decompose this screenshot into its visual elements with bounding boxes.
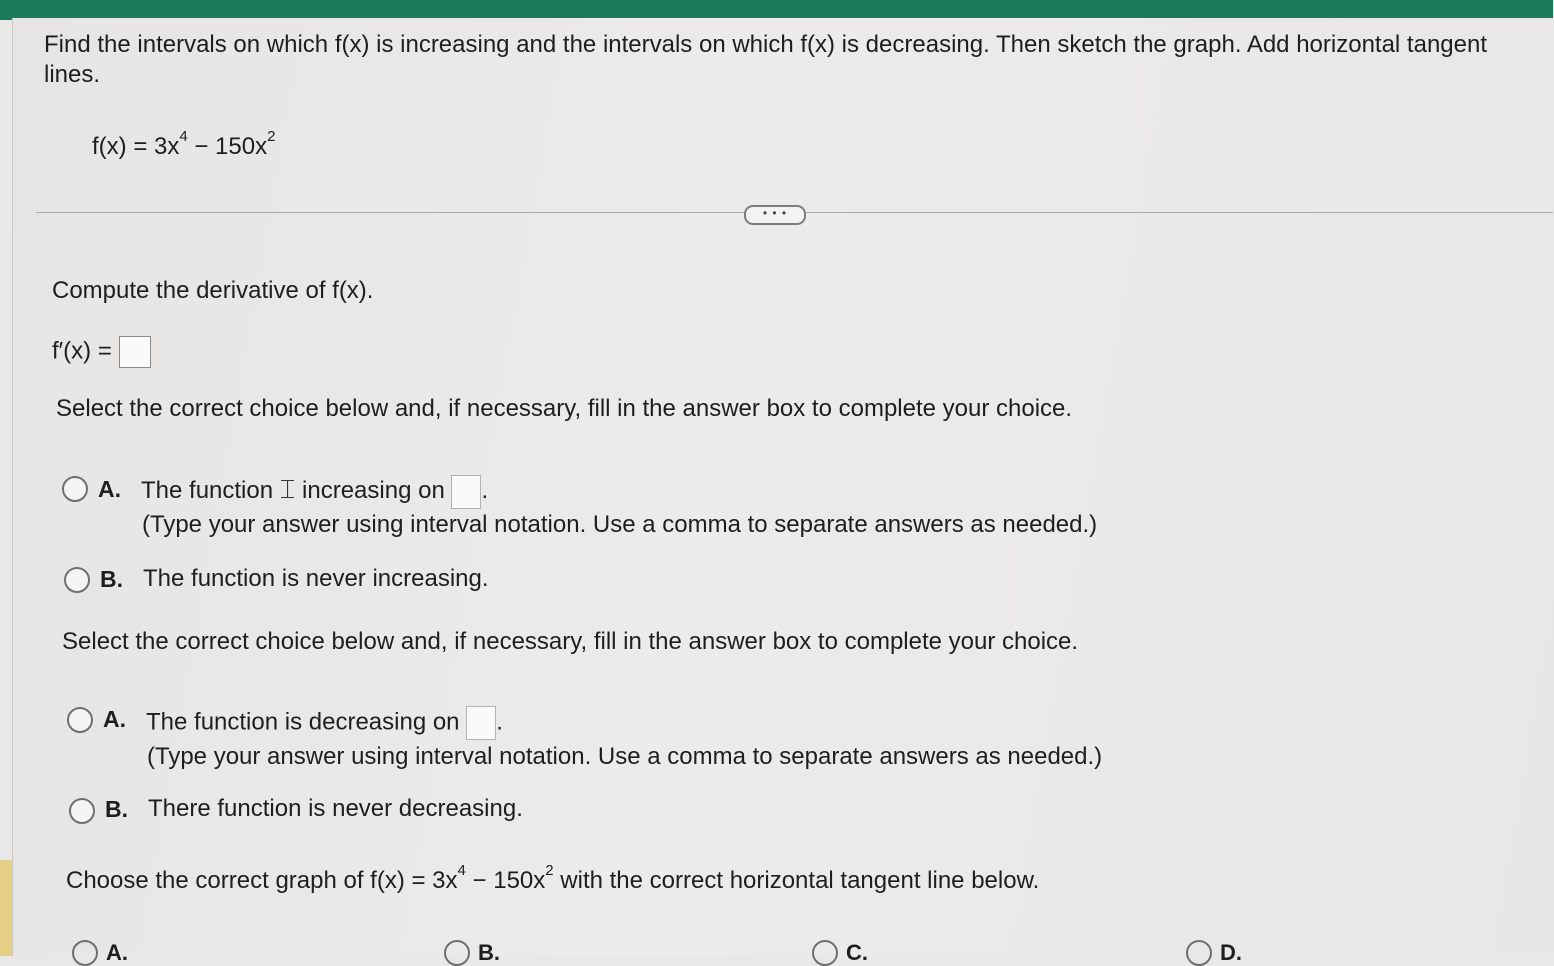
function-formula: $f(x) = 3x^4 - 150x^2$ [92, 128, 276, 160]
top-bar [0, 0, 1553, 20]
decreasing-option-b-radio[interactable] [69, 798, 95, 824]
question-text: Find the intervals on which f(x) is increasing and the intervals on which f(x) is decreasing. Then sketch the graph. Add horizontal tangent lines. [44, 31, 1487, 88]
increasing-option-b-letter: B. [100, 566, 123, 592]
decreasing-option-a-hint: (Type your answer using interval notation. Use a comma to separate answers as needed.) [147, 743, 1103, 770]
decreasing-answer-box[interactable] [466, 706, 496, 740]
graph-choice-d-radio[interactable] [1186, 940, 1212, 966]
graph-choice-c-radio[interactable] [812, 940, 838, 966]
increasing-option-b-text: The function is never increasing. [143, 565, 489, 592]
increasing-option-a-text: The function ⌶ increasing on . [141, 474, 488, 509]
graph-choice-b-radio[interactable] [444, 940, 470, 966]
derivative-label: f′(x) = [52, 337, 112, 365]
increasing-answer-box[interactable] [451, 475, 481, 509]
decreasing-option-a-text: The function is decreasing on . [146, 706, 503, 740]
increasing-option-a-letter: A. [98, 476, 121, 502]
derivative-answer-box[interactable] [119, 336, 151, 368]
graph-choice-d[interactable]: D. [1186, 936, 1236, 956]
graph-choice-a-radio[interactable] [72, 940, 98, 966]
decreasing-option-b-text: There function is never decreasing. [148, 795, 523, 822]
derivative-prompt: Compute the derivative of f(x). [52, 277, 374, 304]
increasing-option-b-radio[interactable] [64, 567, 90, 593]
graph-prompt: Choose the correct graph of $f(x) = 3x^4 - 150x^2$ with the correct horizontal tangent line below. [66, 862, 1040, 894]
derivative-row [52, 336, 151, 368]
graph-choice-c[interactable]: C. [812, 936, 862, 956]
increasing-instruction: Select the correct choice below and, if necessary, fill in the answer box to complete your choice. [56, 395, 1073, 422]
increasing-option-a-hint: (Type your answer using interval notation. Use a comma to separate answers as needed.) [142, 511, 1098, 538]
decreasing-instruction: Select the correct choice below and, if necessary, fill in the answer box to complete your choice. [62, 628, 1079, 655]
decreasing-option-b-letter: B. [105, 796, 128, 822]
graph-choice-b[interactable]: B. [444, 936, 494, 956]
text-cursor-icon: ⌶ [279, 474, 296, 504]
graph-choice-a[interactable]: A. [72, 936, 122, 956]
decreasing-option-a-radio[interactable] [67, 707, 93, 733]
left-accent-strip [0, 860, 12, 956]
decreasing-option-a-letter: A. [103, 706, 126, 732]
show-more-button[interactable]: • • • [744, 205, 806, 225]
increasing-option-a-radio[interactable] [62, 476, 88, 502]
